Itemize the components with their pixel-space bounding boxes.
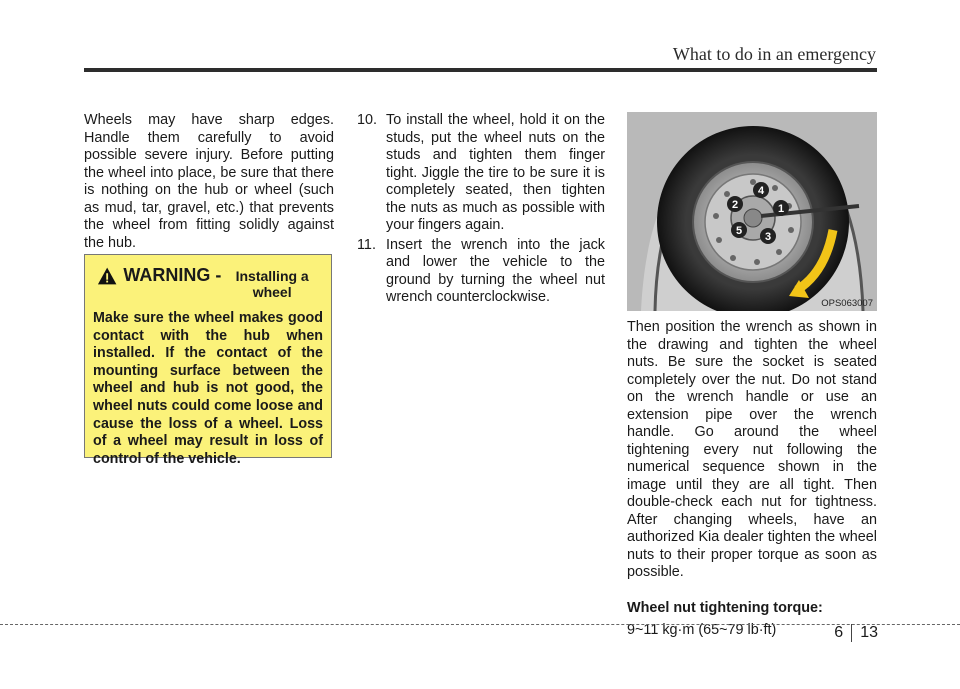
warning-triangle-icon xyxy=(97,266,117,286)
warning-subtitle: Installing a wheel xyxy=(235,268,309,300)
steps-list xyxy=(357,112,605,307)
intro-paragraph: Wheels may have sharp edges. Handle them carefully to avoid possible severe injury. Before putting the wheel into place, be sure that there is nothing on the hub or wheel (such as mud, tar, gravel, etc.) that prevents the wheel from fitting solidly against the hub. xyxy=(84,112,334,251)
step-text: To install the wheel, hold it on the studs, put the wheel nuts on the studs and tighten them finger tight. Jiggle the tire to be sure it is completely seated, then tighten the nuts as much as possible with your fingers again. xyxy=(386,112,605,233)
column-left xyxy=(84,112,334,252)
nut-label: 4 xyxy=(757,185,765,197)
step-number: 11. xyxy=(357,236,376,253)
warning-body: Make sure the wheel makes good contact with the hub when installed. If the contact of the mounting surface between the wheel and hub is not good, the wheel nuts could come loose and cause the loss of a wheel. Loss of a wheel may result in loss of control of the vehicle. xyxy=(93,310,323,467)
step-text: Insert the wrench into the jack and lower the vehicle to the ground by turning the wheel nut wrench counterclockwise. xyxy=(386,236,605,305)
column-middle xyxy=(357,112,605,309)
column-right xyxy=(627,112,877,638)
list-item xyxy=(357,112,605,235)
warning-header xyxy=(93,265,323,300)
torque-label: Wheel nut tightening torque: xyxy=(627,599,823,616)
list-item xyxy=(357,237,605,307)
page-number-value: 13 xyxy=(860,624,878,641)
step-number: 10. xyxy=(357,112,378,128)
header-title: What to do in an emergency xyxy=(672,44,876,64)
chapter-number: 6 xyxy=(834,624,852,642)
header-rule xyxy=(84,68,877,72)
page-number xyxy=(834,624,878,642)
sequence-paragraph: Then position the wrench as shown in the drawing and tighten the wheel nuts. Be sure the socket is seated completely over the nut. Do not stand on the wrench handle or use an extension pipe over the wrench handle. Go around the wheel tightening every nut following the numerical sequence shown in the image until they are all tight. Then double-check each nut for tightness. After changing wheels, have an authorized Kia dealer tighten the wheel nuts to their proper torque as soon as possible. xyxy=(627,319,877,580)
nut-label: 2 xyxy=(731,199,739,211)
figure-code: OPS063007 xyxy=(821,298,873,309)
nut-label: 5 xyxy=(735,225,743,237)
torque-value: 9~11 kg·m (65~79 lb·ft) xyxy=(627,621,777,638)
nut-label: 1 xyxy=(777,203,785,215)
warning-box xyxy=(84,254,332,467)
wheel-figure xyxy=(627,112,877,311)
nut-label: 3 xyxy=(764,231,772,243)
wheel-illustration xyxy=(627,112,877,311)
footer-divider xyxy=(0,624,960,625)
warning-word: WARNING - xyxy=(123,265,222,285)
